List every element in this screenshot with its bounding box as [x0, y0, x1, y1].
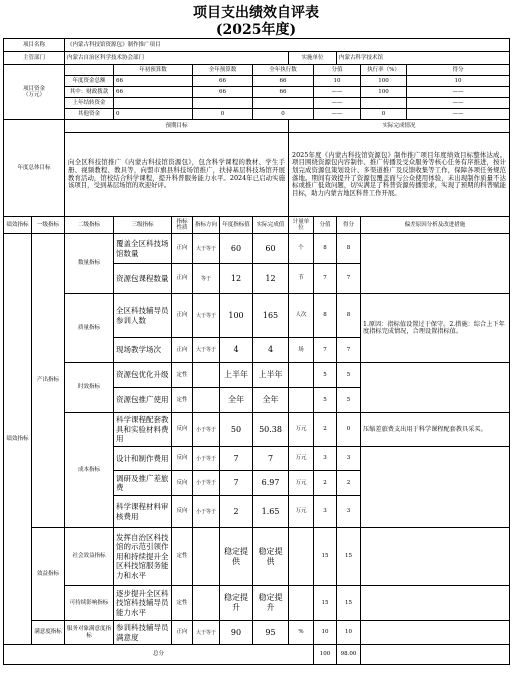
indicator-direction — [193, 388, 220, 413]
funds-cell: 0 — [253, 109, 314, 120]
evaluation-table — [3, 38, 510, 665]
funds-row — [4, 98, 510, 109]
target-value: 上半年 — [220, 363, 253, 388]
funds-cell: —— — [314, 98, 361, 109]
indicator-row — [4, 528, 510, 586]
unit: 万元 — [289, 471, 314, 496]
unit: 万元 — [289, 496, 314, 528]
score: 8 — [337, 294, 361, 338]
actual-value: 稳定提供 — [253, 528, 289, 586]
indicator-row — [4, 621, 510, 645]
indicator-header: 一级指标 — [32, 217, 65, 234]
funds-cell: 66 — [114, 76, 193, 87]
funds-header: 执行率（%） — [361, 65, 407, 76]
dept-row — [4, 52, 510, 65]
deviation-note — [361, 363, 510, 413]
actual-value: 60 — [253, 234, 289, 264]
goal-content-row — [4, 133, 510, 217]
actual-value: 12 — [253, 264, 289, 294]
funds-row-label: 年度资金总额 — [65, 76, 114, 87]
indicator-direction — [193, 586, 220, 621]
score: 2 — [337, 471, 361, 496]
funds-cell — [253, 98, 314, 109]
score: 10 — [337, 621, 361, 645]
project-label: 项目名称 — [4, 39, 65, 52]
indicator-nature: 反向 — [172, 413, 193, 447]
indicator-nature: 定性 — [172, 363, 193, 388]
funds-header: 分值 — [314, 65, 361, 76]
score: 15 — [337, 528, 361, 586]
subcategory-social: 社会效益指标 — [65, 528, 114, 586]
score: 5 — [337, 363, 361, 388]
target-value: 7 — [220, 471, 253, 496]
indicator-direction: 小于等于 — [193, 471, 220, 496]
category-effect: 效益指标 — [32, 528, 65, 621]
deviation-note — [361, 234, 510, 294]
actual-result-text: 2025年度《内蒙古科技馆资源包》制作推广项目年度绩效目标整体达成。项目围绕资源包内容制作、推广传播及受众服务等核心任务有序推进，按计划完成资源包策划设计、多渠道推广及反馈收集等工作，保障各项任务规范落地。期间有效提升了资源包覆盖面与公众使用体验，未出现制作质量不达标或推广低效问题，切实满足了科普资源传播需求，实现了预期的科普赋能目标，助力内蒙古地区科普工作开展。 — [289, 133, 510, 217]
unit — [289, 528, 314, 586]
target-value: 12 — [220, 264, 253, 294]
dept-value: 内蒙古自治区科学技术协会部门 — [65, 52, 289, 65]
weight: 2 — [314, 471, 337, 496]
indicator-name: 科学课程配套教具和实验材料费用 — [114, 413, 172, 447]
total-score: 100 — [314, 645, 337, 665]
funds-row — [4, 109, 510, 120]
expected-goal-text: 向全区科技馆推广《内蒙古科技馆资源包》，包含科学课程的教材、学生手册、视频教程、教具等，向盟市旗县科技场馆推广，扶持基层科技场馆开展教育活动，馆校结合科学课程，提升科普服务能力水平。2024年已启动实施该项目，受到基层场馆的欢迎好评。 — [65, 133, 289, 217]
total-result: 98.00 — [337, 645, 361, 665]
unit: 万元 — [289, 447, 314, 471]
indicator-name: 资源包优化升级 — [114, 363, 172, 388]
funds-row-label: 其他资金 — [65, 109, 114, 120]
score: 3 — [337, 447, 361, 471]
weight: 5 — [314, 388, 337, 413]
indicator-nature: 正向 — [172, 338, 193, 363]
target-value: 2 — [220, 496, 253, 528]
funds-row — [4, 87, 510, 98]
funds-cell — [193, 98, 253, 109]
indicator-direction: 小于等于 — [193, 447, 220, 471]
indicator-name: 覆盖全区科技场馆数量 — [114, 234, 172, 264]
funds-cell: 0 — [114, 109, 193, 120]
funds-cell: —— — [314, 109, 361, 120]
indicator-header: 分值 — [314, 217, 337, 234]
total-row — [4, 645, 510, 665]
indicator-direction: 大于等于 — [193, 294, 220, 338]
indicator-name: 资源包推广使用 — [114, 388, 172, 413]
indicator-nature: 反向 — [172, 496, 193, 528]
funds-cell: 10 — [407, 76, 510, 87]
goal-header-row — [4, 120, 510, 133]
score: 7 — [337, 338, 361, 363]
indicator-header: 绩效指标 — [4, 217, 32, 234]
target-value: 4 — [220, 338, 253, 363]
actual-value: 95 — [253, 621, 289, 645]
indicator-header: 计量单位 — [289, 217, 314, 234]
funds-cell: 10 — [314, 76, 361, 87]
score: 7 — [337, 264, 361, 294]
indicator-direction: 等于 — [193, 264, 220, 294]
actual-value: 稳定提升 — [253, 586, 289, 621]
indicator-nature: 反向 — [172, 471, 193, 496]
unit-label: 实施单位 — [289, 52, 337, 65]
target-value: 稳定提供 — [220, 528, 253, 586]
funds-header: 年初预算数 — [114, 65, 193, 76]
indicator-row — [4, 413, 510, 447]
target-value: 50 — [220, 413, 253, 447]
target-value: 稳定提升 — [220, 586, 253, 621]
deviation-note-quality: 1.原因：指标值设置过于保守。2.措施：综合上下年度指标完成情况，合理设置指标值。 — [361, 294, 510, 363]
expected-goal-label: 预期目标 — [65, 120, 289, 133]
funds-header: 全年预算数 — [193, 65, 253, 76]
funds-cell: 66 — [193, 87, 253, 98]
indicator-row — [4, 586, 510, 621]
indicator-name: 参训科技辅导员满意度 — [114, 621, 172, 645]
deviation-note — [361, 447, 510, 528]
funds-header — [65, 65, 114, 76]
indicator-name: 全区科技辅导员参训人数 — [114, 294, 172, 338]
indicator-direction: 小于等于 — [193, 496, 220, 528]
actual-result-label: 实际完成情况 — [289, 120, 510, 133]
indicator-header: 三级指标 — [114, 217, 172, 234]
unit — [289, 586, 314, 621]
funds-cell: —— — [407, 98, 510, 109]
weight: 10 — [314, 621, 337, 645]
funds-header-row — [4, 65, 510, 76]
indicator-nature: 正向 — [172, 264, 193, 294]
funds-header: 得分 — [407, 65, 510, 76]
actual-value: 4 — [253, 338, 289, 363]
indicator-name: 现场教学场次 — [114, 338, 172, 363]
actual-value: 上半年 — [253, 363, 289, 388]
indicator-direction: 大于等于 — [193, 234, 220, 264]
weight: 7 — [314, 338, 337, 363]
funds-cell — [361, 98, 407, 109]
indicator-header: 二级指标 — [65, 217, 114, 234]
indicator-direction: 大于等于 — [193, 621, 220, 645]
indicator-nature: 正向 — [172, 234, 193, 264]
goal-section-label: 年度总体目标 — [4, 120, 65, 217]
deviation-note — [361, 621, 510, 645]
subcategory-service: 服务对象满意度指标 — [65, 621, 114, 645]
weight: 15 — [314, 586, 337, 621]
unit — [289, 388, 314, 413]
actual-value: 1.65 — [253, 496, 289, 528]
dept-label: 主管部门 — [4, 52, 65, 65]
project-row — [4, 39, 510, 52]
indicator-name: 发挥自治区科技馆的示范引领作用和持续提升全区科技馆服务能力和水平 — [114, 528, 172, 586]
unit — [289, 363, 314, 388]
project-value: 《内蒙古科技馆资源包》制作推广项目 — [65, 39, 510, 52]
funds-cell: —— — [314, 87, 361, 98]
indicator-header: 实际完成值 — [253, 217, 289, 234]
indicator-name: 调研及推广差旅费 — [114, 471, 172, 496]
category-output: 产出指标 — [32, 234, 65, 528]
indicator-header: 指标方向 — [193, 217, 220, 234]
deviation-note-cost: 压缩差旅费支出用于科学课程配套教具采买。 — [361, 413, 510, 447]
weight: 15 — [314, 528, 337, 586]
indicator-header: 指标性质 — [172, 217, 193, 234]
funds-cell: 66 — [114, 87, 193, 98]
actual-value: 50.38 — [253, 413, 289, 447]
total-label: 总分 — [4, 645, 314, 665]
indicator-nature: 定性 — [172, 528, 193, 586]
unit: 节 — [289, 264, 314, 294]
indicator-row — [4, 363, 510, 388]
deviation-note — [361, 586, 510, 621]
target-value: 全年 — [220, 388, 253, 413]
score: 3 — [337, 496, 361, 528]
funds-row — [4, 76, 510, 87]
target-value: 60 — [220, 234, 253, 264]
indicator-nature: 反向 — [172, 447, 193, 471]
indicator-row — [4, 234, 510, 264]
target-value: 7 — [220, 447, 253, 471]
subcategory-quality: 质量指标 — [65, 294, 114, 363]
unit: 场 — [289, 338, 314, 363]
target-value: 90 — [220, 621, 253, 645]
weight: 5 — [314, 363, 337, 388]
form-title: 项目支出绩效自评表 — [193, 5, 319, 21]
funds-cell: 66 — [253, 87, 314, 98]
indicator-direction: 小于等于 — [193, 413, 220, 447]
indicator-direction — [193, 528, 220, 586]
indicator-nature: 正向 — [172, 621, 193, 645]
funds-cell: —— — [407, 109, 510, 120]
actual-value: 7 — [253, 447, 289, 471]
unit: 万元 — [289, 413, 314, 447]
funds-header: 全年执行数 — [253, 65, 314, 76]
weight: 8 — [314, 294, 337, 338]
indicator-direction: 大于等于 — [193, 338, 220, 363]
indicator-name: 科学课程材料审核费用 — [114, 496, 172, 528]
unit: 个 — [289, 234, 314, 264]
subcategory-quantity: 数量指标 — [65, 234, 114, 294]
indicator-name: 设计和制作费用 — [114, 447, 172, 471]
weight: 7 — [314, 264, 337, 294]
target-value: 100 — [220, 294, 253, 338]
indicator-nature: 正向 — [172, 294, 193, 338]
indicator-header: 得分 — [337, 217, 361, 234]
funds-cell: 66 — [253, 76, 314, 87]
score: 0 — [337, 413, 361, 447]
weight: 2 — [314, 413, 337, 447]
subcategory-time: 时效指标 — [65, 363, 114, 413]
weight: 3 — [314, 447, 337, 471]
subcategory-cost: 成本指标 — [65, 413, 114, 528]
perf-indicator-label: 绩效指标 — [4, 234, 32, 645]
score: 15 — [337, 586, 361, 621]
funds-cell — [114, 98, 193, 109]
indicator-direction — [193, 363, 220, 388]
indicator-row — [4, 294, 510, 338]
form-subtitle: (2025年度) — [215, 22, 297, 38]
funds-cell: —— — [407, 87, 510, 98]
indicator-header: 偏差原因分析及改进措施 — [361, 217, 510, 234]
unit-value: 内蒙古科学技术馆 — [337, 52, 510, 65]
indicator-nature: 定性 — [172, 586, 193, 621]
actual-value: 165 — [253, 294, 289, 338]
weight: 3 — [314, 496, 337, 528]
weight: 8 — [314, 234, 337, 264]
unit: % — [289, 621, 314, 645]
funds-cell: 0 — [193, 109, 253, 120]
indicator-name: 逐步提升全区科技馆科技辅导员能力水平 — [114, 586, 172, 621]
subcategory-sustain: 可持续影响指标 — [65, 586, 114, 621]
actual-value: 全年 — [253, 388, 289, 413]
score: 5 — [337, 388, 361, 413]
deviation-note — [361, 528, 510, 586]
actual-value: 6.97 — [253, 471, 289, 496]
indicator-name: 资源包课程数量 — [114, 264, 172, 294]
unit: 人次 — [289, 294, 314, 338]
funds-section-label: 项目资金 （万元） — [4, 65, 65, 120]
funds-cell: 100 — [361, 87, 407, 98]
funds-cell: 0 — [361, 109, 407, 120]
funds-row-label: 上年结转资金 — [65, 98, 114, 109]
indicator-nature: 定性 — [172, 388, 193, 413]
total-note — [361, 645, 510, 665]
category-satisfaction: 满意度指标 — [32, 621, 65, 645]
score: 8 — [337, 234, 361, 264]
funds-cell: 100 — [361, 76, 407, 87]
indicator-header-row — [4, 217, 510, 234]
funds-cell: 66 — [193, 76, 253, 87]
funds-row-label: 其中：财政拨款 — [65, 87, 114, 98]
indicator-header: 年度指标值 — [220, 217, 253, 234]
